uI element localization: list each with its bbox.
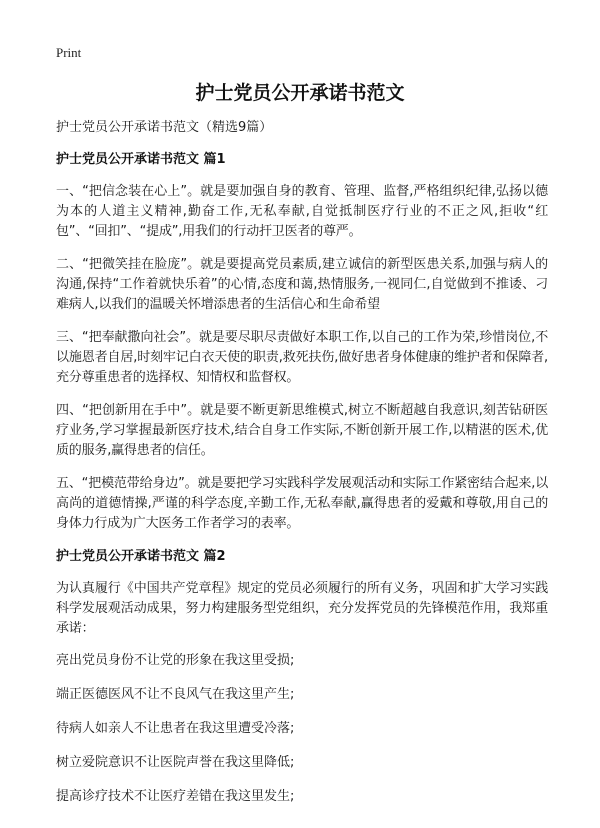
section-heading-2: 护士党员公开承诺书范文 篇2 [56, 549, 226, 564]
print-link[interactable]: Print [56, 45, 82, 60]
paragraph: 四、“把创新用在手中”。就是要不断更新思维模式,树立不断超越自我意识,刻苦钻研医疗业务,学习掌握最新医疗技术,结合自身工作实际,不断创新开展工作,以精湛的医术,优质的服务,赢得患者的信任。 [56, 403, 548, 458]
paragraph: 二、“把微笑挂在脸庞”。就是要提高党员素质,建立诚信的新型医患关系,加强与病人的沟通,保持“工作着就快乐着”的心情,态度和蔼,热情服务,一视同仁,自觉做到不推诿、刁难病人,以我们的温暖关怀增添患者的生活信心和生命希望 [56, 257, 548, 312]
document-body [56, 118, 548, 821]
pledge-item: 提高诊疗技术不让医疗差错在我这里发生; [56, 789, 295, 804]
pledge-item: 端正医德医风不让不良风气在我这里产生; [56, 687, 295, 702]
pledge-item: 树立爱院意识不让医院声誉在我这里降低; [56, 755, 295, 770]
section-intro: 为认真履行《中国共产党章程》规定的党员必须履行的所有义务，巩固和扩大学习实践科学发展观活动成果，努力构建服务型党组织，充分发挥党员的先锋模范作用，我郑重承诺： [56, 581, 548, 636]
pledge-item: 亮出党员身份不让党的形象在我这里受损; [56, 653, 295, 668]
paragraph: 三、“把奉献撒向社会”。就是要尽职尽责做好本职工作,以自己的工作为荣,珍惜岗位,不以施恩者自居,时刻牢记白衣天使的职责,救死扶伤,做好患者身体健康的维护者和保障者,充分尊重患者的选择权、知情权和监督权。 [56, 330, 548, 385]
document-subtitle: 护士党员公开承诺书范文（精选9篇） [56, 120, 273, 135]
section-heading-1: 护士党员公开承诺书范文 篇1 [56, 152, 226, 167]
pledge-item: 待病人如亲人不让患者在我这里遭受冷落; [56, 721, 295, 736]
page-title: 护士党员公开承诺书范文 [195, 82, 405, 104]
paragraph: 五、“把模范带给身边”。就是要把学习实践科学发展观活动和实际工作紧密结合起来,以高尚的道德情操,严谨的科学态度,辛勤工作,无私奉献,赢得患者的爱戴和尊敬,用自己的身体力行成为广大医务工作者学习的表率。 [56, 476, 548, 531]
paragraph: 一、“把信念装在心上”。就是要加强自身的教育、管理、监督,严格组织纪律,弘扬以德为本的人道主义精神,勤奋工作,无私奉献,自觉抵制医疗行业的不正之风,拒收“红包”、“回扣”、“提成”,用我们的行动扞卫医者的尊严。 [56, 184, 548, 239]
